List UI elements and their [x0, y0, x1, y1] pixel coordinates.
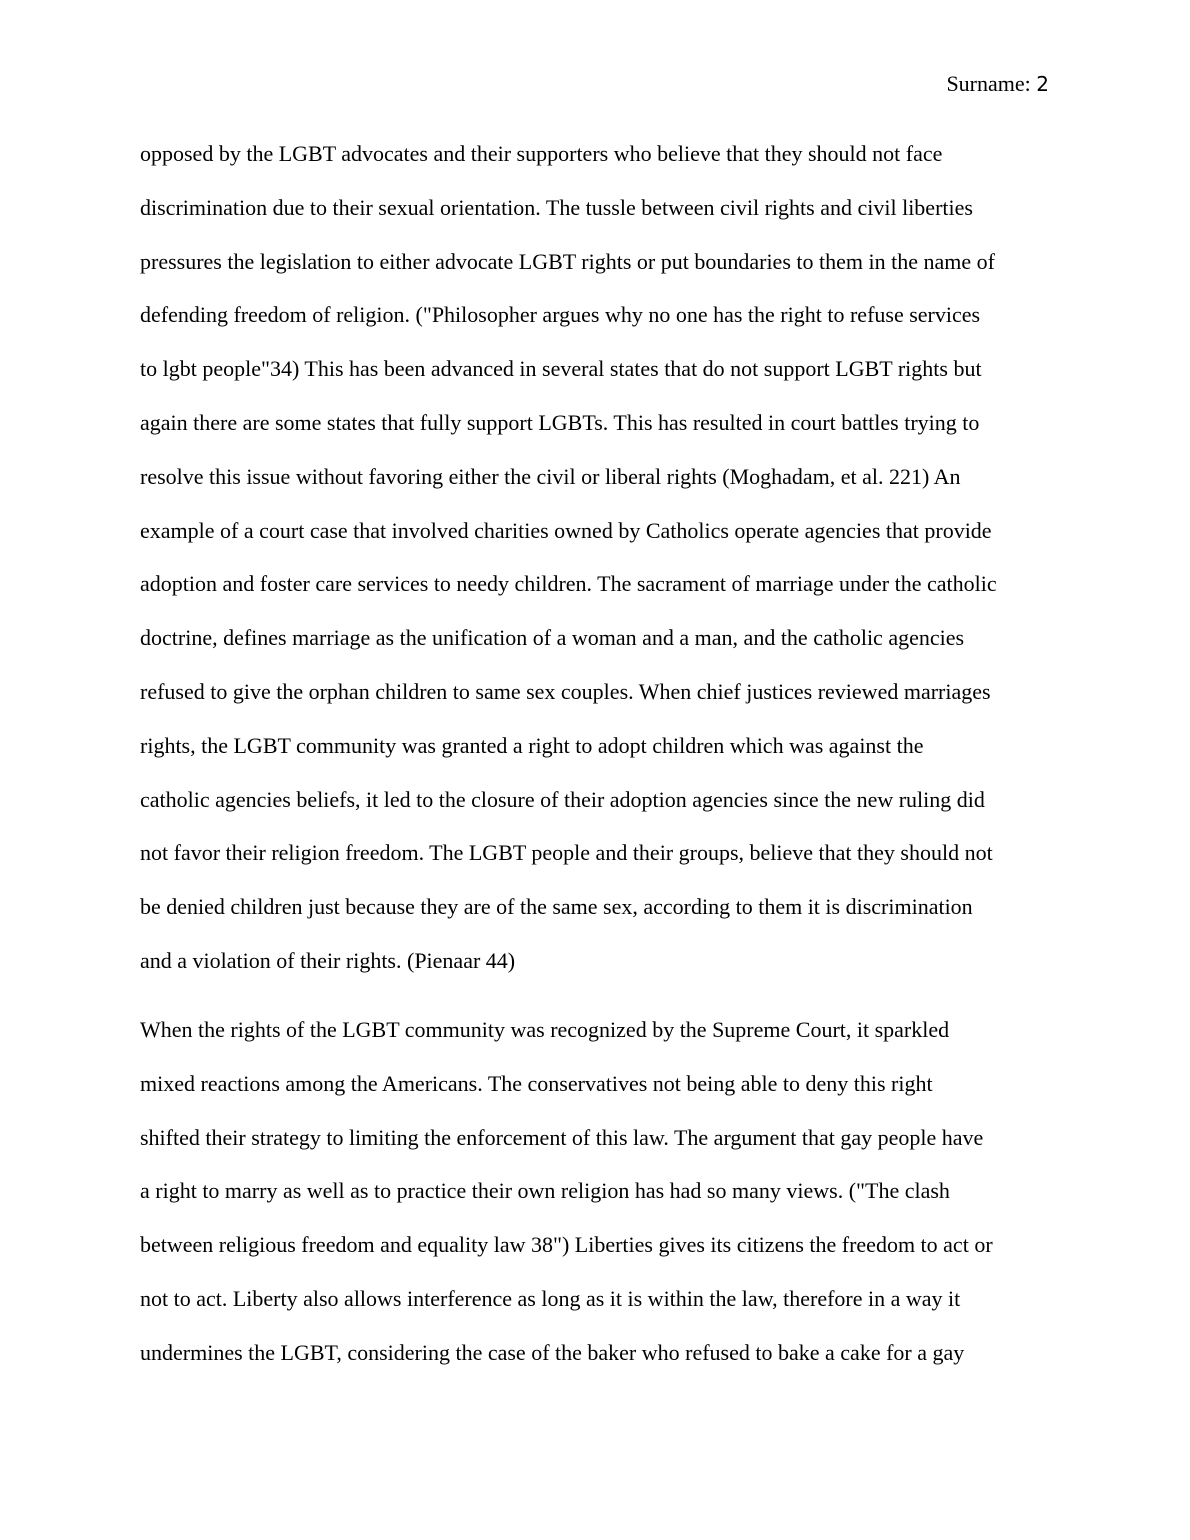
- page-header: [946, 70, 1049, 98]
- page-number: 2: [1036, 72, 1049, 96]
- text-line: adoption and foster care services to needy children. The sacrament of marriage under the catholic: [140, 571, 997, 597]
- text-line: be denied children just because they are of the same sex, according to them it is discrimination: [140, 894, 973, 920]
- text-line: discrimination due to their sexual orientation. The tussle between civil rights and civil liberties: [140, 194, 973, 220]
- paragraph-2: [140, 1003, 1052, 1380]
- text-line: catholic agencies beliefs, it led to the closure of their adoption agencies since the new ruling did: [140, 786, 985, 812]
- text-line: a right to marry as well as to practice their own religion has had so many views. ("The clash: [140, 1178, 950, 1204]
- text-line: refused to give the orphan children to same sex couples. When chief justices reviewed marriages: [140, 678, 991, 704]
- text-line: opposed by the LGBT advocates and their supporters who believe that they should not face: [140, 141, 943, 166]
- text-line: resolve this issue without favoring either the civil or liberal rights (Moghadam, et al. 221) An: [140, 463, 961, 489]
- text-line: to lgbt people"34) This has been advanced in several states that do not support LGBT rights but: [140, 356, 982, 382]
- text-line: doctrine, defines marriage as the unification of a woman and a man, and the catholic agencies: [140, 625, 965, 651]
- text-line: When the rights of the LGBT community was recognized by the Supreme Court, it sparkled: [140, 1017, 950, 1042]
- paragraph-1: [140, 127, 1052, 988]
- header-surname-label: Surname:: [946, 71, 1031, 96]
- text-line: again there are some states that fully support LGBTs. This has resulted in court battles trying to: [140, 409, 980, 435]
- text-line: between religious freedom and equality law 38") Liberties gives its citizens the freedom to act or: [140, 1232, 993, 1258]
- text-line: pressures the legislation to either advocate LGBT rights or put boundaries to them in the name of: [140, 248, 995, 274]
- text-line: rights, the LGBT community was granted a right to adopt children which was against the: [140, 732, 924, 758]
- text-line: not to act. Liberty also allows interference as long as it is within the law, therefore in a way it: [140, 1285, 961, 1311]
- text-line: mixed reactions among the Americans. The conservatives not being able to deny this right: [140, 1070, 933, 1096]
- text-line: undermines the LGBT, considering the case of the baker who refused to bake a cake for a gay: [140, 1339, 965, 1365]
- text-line: example of a court case that involved charities owned by Catholics operate agencies that provide: [140, 517, 992, 543]
- text-line: not favor their religion freedom. The LGBT people and their groups, believe that they should not: [140, 840, 993, 866]
- text-line: defending freedom of religion. ("Philosopher argues why no one has the right to refuse services: [140, 302, 981, 328]
- text-line: and a violation of their rights. (Pienaar 44): [140, 947, 516, 973]
- text-line: shifted their strategy to limiting the enforcement of this law. The argument that gay people have: [140, 1124, 984, 1150]
